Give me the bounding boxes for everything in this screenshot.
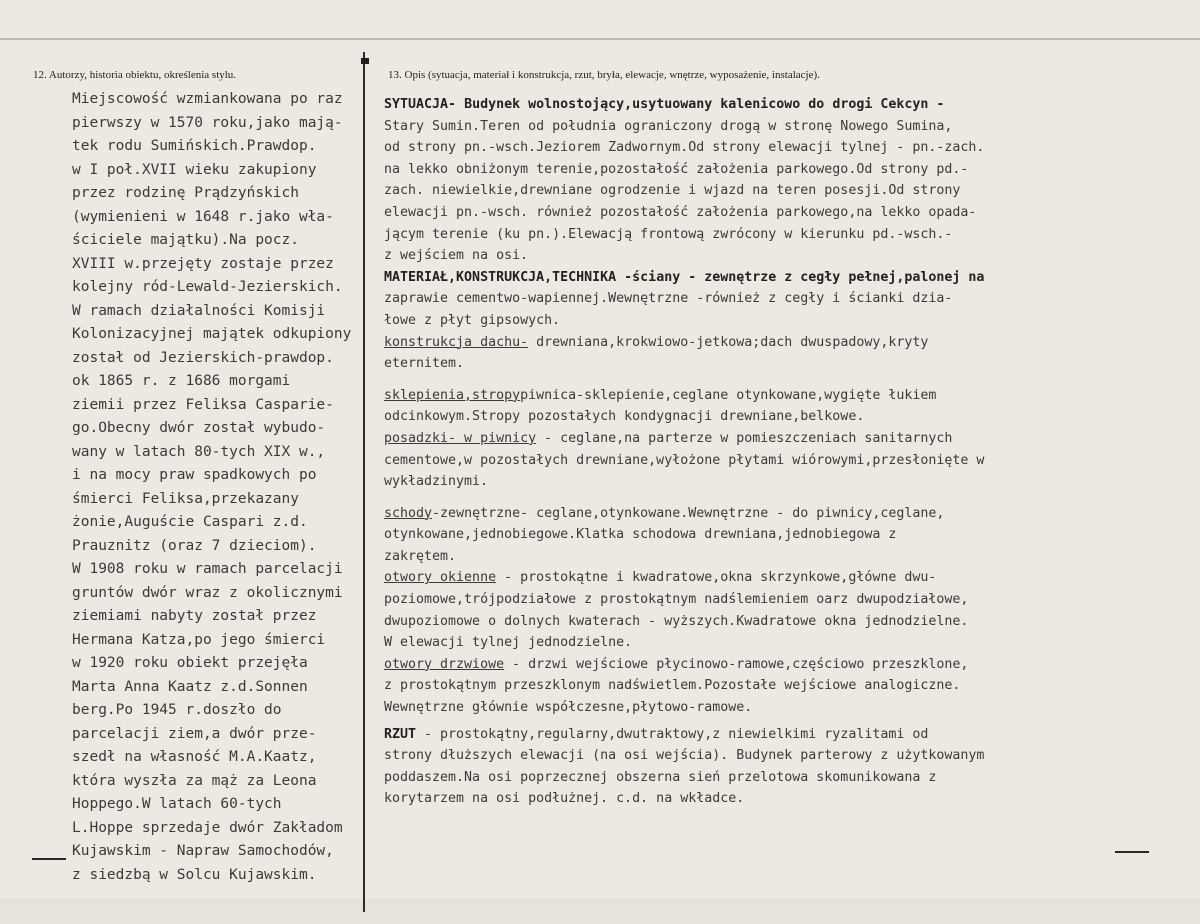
history-line: pierwszy w 1570 roku,jako mają-: [72, 114, 343, 131]
history-line: przez rodzinę Prądzyńskich: [72, 185, 299, 201]
history-line: Hoppego.W latach 60-tych: [72, 796, 282, 812]
history-line: kolejny ród-Lewald-Jezierskich.: [72, 279, 343, 295]
continuation-dash-left: [32, 858, 66, 860]
material-label: MATERIAŁ,KONSTRUKCJA,TECHNIKA -: [384, 269, 633, 285]
sytuacja-text: Budynek wolnostojący,usytuowany kalenicowo do drogi Cekcyn -: [456, 97, 945, 112]
left-column-header: 12. Autorzy, historia obiektu, określenia stylu.: [33, 69, 237, 81]
description-text-column: [384, 94, 1184, 810]
history-line: szedł na własność M.A.Kaatz,: [72, 749, 317, 765]
schody-body: [384, 524, 1184, 567]
history-line: ziemii przez Feliksa Caspariе-: [72, 396, 334, 413]
description-line: odcinkowym.Stropy pozostałych kondygnacji drewniane,belkowe.: [384, 409, 865, 425]
description-line: od strony pn.-wsch.Jeziorem Zadwornym.Od strony elewacji tylnej - pn.-zach.: [384, 140, 985, 156]
drzwiowe-text: - drzwi wejściowe płycinowo-ramowe,częściowo przeszklone,: [504, 656, 969, 672]
sytuacja-label: SYTUACJA-: [384, 97, 457, 112]
history-line: wany w latach 80-tych XIX w.,: [72, 443, 326, 460]
schody-text: -zewnętrzne- ceglane,otynkowane.Wewnętrzne - do piwnicy,ceglane,: [432, 505, 945, 521]
history-line: W 1908 roku w ramach parcelacji: [72, 561, 343, 577]
description-line: dwupoziomowe o dolnych kwaterach - wyższych.Kwadratowe okna jednodzielne.: [384, 613, 969, 629]
drzwiowe-label: otwory drzwiowe: [384, 656, 505, 672]
bottom-shade: [0, 898, 1200, 924]
description-line: poddaszem.Na osi poprzecznej obszerna sień przelotowa skomunikowana z: [384, 769, 937, 785]
material-text: ściany - zewnętrze z cegły pełnej,palonej na: [632, 269, 985, 285]
rzut-text: - prostokątny,regularny,dwutraktowy,z niewielkimi ryzalitami od: [416, 726, 929, 742]
description-line: jącym terenie (ku pn.).Elewacją frontową zwrócony w kierunku pd.-wsch.-: [384, 226, 953, 242]
history-line: Marta Anna Kaatz z.d.Sonnen: [72, 678, 308, 695]
history-text-column: [72, 88, 372, 887]
description-line: z wejściem na osi.: [384, 248, 529, 264]
history-line: XVIII w.przejęty zostaje przez: [72, 255, 334, 272]
history-line: ok 1865 r. z 1686 morgami: [72, 373, 291, 389]
top-rule: [0, 38, 1200, 40]
history-line: został od Jezierskich-prawdop.: [72, 349, 334, 366]
description-line: eternitem.: [384, 356, 465, 372]
description-line: elewacji pn.-wsch. również pozostałość założenia parkowego,na lekko opada-: [384, 204, 977, 220]
history-line: Kolonizacyjnej majątek odkupiony: [72, 326, 352, 342]
schody-label: schody: [384, 505, 433, 521]
history-line: i na mocy praw spadkowych po: [72, 467, 317, 483]
description-line: z prostokątnym przeszklonym nadświetlem.Pozostałe wejściowe analogiczne.: [384, 678, 961, 694]
history-line: ściciele majątku).Na pocz.: [72, 232, 299, 248]
history-line: (wymienieni w 1648 r.jako wła-: [72, 208, 334, 225]
history-line: w 1920 roku obiekt przejęła: [72, 655, 308, 671]
history-line: która wyszła za mąż za Leona: [72, 772, 317, 789]
sklepienia-label: sklepienia,stropy: [384, 387, 521, 403]
history-line: Kujawskim - Napraw Samochodów,: [72, 843, 334, 859]
divider-mark: [361, 58, 369, 64]
history-line: śmierci Feliksa,przekazany: [72, 490, 299, 507]
description-line: zach. niewielkie,drewniane ogrodzenie i wjazd na teren posesji.Od strony: [384, 183, 961, 199]
dach-label: konstrukcja dachu-: [384, 334, 529, 350]
sklepienia-body: [384, 406, 1184, 428]
history-line: żonie,Auguście Caspari z.d.: [72, 514, 308, 530]
drzwiowe-body: [384, 675, 1184, 718]
description-line: otynkowane,jednobiegowe.Klatka schodowa drewniana,jednobiegowa z: [384, 527, 897, 543]
history-line: parcelacji ziem,a dwór prze-: [72, 725, 317, 742]
posadzki-label: posadzki- w piwnicy: [384, 430, 537, 446]
history-line: w I poł.XVII wieku zakupiony: [72, 161, 317, 178]
okienne-label: otwory okienne: [384, 570, 497, 586]
rzut-body: [384, 745, 1184, 810]
posadzki-text: - ceglane,na parterze w pomieszczeniach sanitarnych: [536, 430, 953, 446]
description-line: korytarzem na osi podłużnej. c.d. na wkładce.: [384, 791, 745, 807]
sklepienia-text: piwnica-sklepienie,ceglane otynkowane,wygięte łukiem: [520, 387, 937, 403]
description-line: łowe z płyt gipsowych.: [384, 312, 561, 328]
description-line: zaprawie cementwo-wapiennej.Wewnętrzne -również z cegły i ścianki dzia-: [384, 291, 953, 307]
continuation-dash-right: [1115, 851, 1149, 853]
history-line: go.Obecny dwór został wybudo-: [72, 420, 326, 436]
history-line: Miejscowość wzmiankowana po raz: [72, 91, 343, 107]
history-line: gruntów dwór wraz z okolicznymi: [72, 584, 343, 601]
right-column-header: 13. Opis (sytuacja, materiał i konstrukcja, rzut, bryła, elewacje, wnętrze, wyposażenie, instalacje).: [388, 69, 820, 81]
description-line: na lekko obniżonym terenie,pozostałość założenia parkowego.Od strony pd.-: [384, 161, 969, 177]
history-line: Hermana Katza,po jego śmierci: [72, 631, 326, 648]
description-line: wykładzinymi.: [384, 474, 489, 490]
history-line: tek rodu Sumińskich.Prawdop.: [72, 138, 317, 154]
description-line: zakrętem.: [384, 548, 457, 564]
history-line: z siedzbą w Solcu Kujawskim.: [72, 866, 317, 883]
okienne-body: [384, 589, 1184, 654]
history-line: Prauznitz (oraz 7 dzieciom).: [72, 537, 317, 554]
description-line: W elewacji tylnej jednodzielne.: [384, 635, 633, 651]
description-line: poziomowe,trójpodziałowe z prostokątnym nadślemieniem oarz dwupodziałowe,: [384, 592, 969, 608]
posadzki-body: [384, 450, 1184, 493]
history-line: L.Hoppe sprzedaje dwór Zakładom: [72, 819, 343, 836]
material-body: [384, 288, 1184, 331]
history-line: W ramach działalności Komisji: [72, 302, 326, 319]
history-line: ziemiami nabyty został przez: [72, 608, 317, 624]
okienne-text: - prostokątne i kwadratowe,okna skrzynkowe,główne dwu-: [496, 570, 937, 586]
history-line: berg.Po 1945 r.doszło do: [72, 702, 282, 718]
description-line: strony dłuższych elewacji (na osi wejścia). Budynek parterowy z użytkowanym: [384, 748, 985, 764]
description-line: Stary Sumin.Teren od południa ograniczony drogą w stronę Nowego Sumina,: [384, 118, 953, 134]
dach-text: drewniana,krokwiowo-jetkowa;dach dwuspadowy,kryty: [528, 334, 929, 350]
dach-body: [384, 353, 1184, 375]
description-line: cementowe,w pozostałych drewniane,wyłożone płytami wiórowymi,przesłonięte w: [384, 452, 985, 468]
rzut-label: RZUT: [384, 726, 417, 742]
sytuacja-body: [384, 116, 1184, 267]
description-line: Wewnętrzne głównie współczesne,płytowo-ramowe.: [384, 700, 753, 716]
